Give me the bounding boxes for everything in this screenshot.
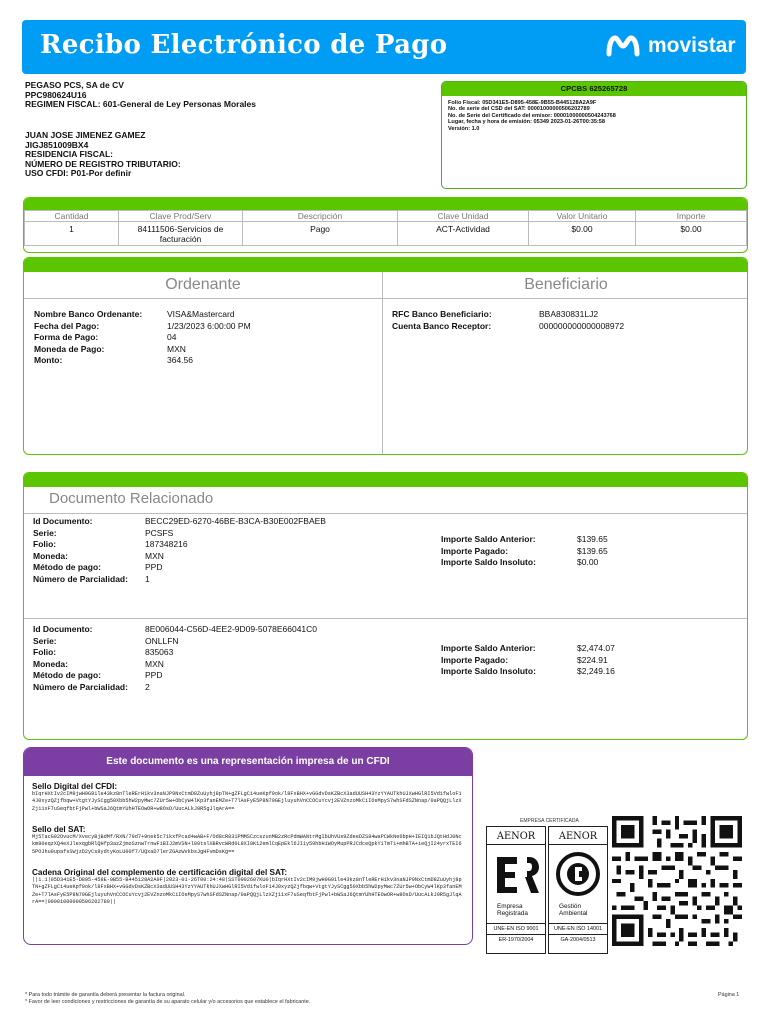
receiver-rfc: JIGJ851009BX4 [25, 139, 89, 150]
field-value: 187348216 [145, 539, 188, 550]
fiscal-body [442, 96, 746, 136]
field-label: Id Documento: [33, 516, 93, 526]
sello-sat-block [32, 825, 464, 856]
sello-cfdi-title: Sello Digital del CFDI: [32, 782, 118, 791]
cfdi-section [23, 747, 473, 945]
beneficiario-title: Beneficiario [524, 276, 608, 293]
aenor-er-badge [486, 826, 546, 954]
field-value: $139.65 [577, 534, 608, 544]
er-mark-icon [487, 845, 545, 903]
col-header: Descripción [243, 211, 398, 222]
field-label: Importe Pagado: [441, 654, 509, 665]
document-1-balances [441, 534, 608, 569]
field-label: Id Documento: [33, 624, 93, 634]
documents-bar [24, 473, 747, 487]
field-label: Importe Saldo Insoluto: [441, 666, 536, 677]
field-value: MXN [167, 343, 186, 354]
field-value: 000000000000008972 [539, 320, 625, 331]
fiscal-place-date: Lugar, fecha y hora de emisión: 05349 2023-01-26T00:35:58 [448, 119, 606, 126]
documents-title: Documento Relacionado [49, 490, 214, 507]
document-1-fields [33, 516, 326, 586]
field-value: PPD [145, 670, 163, 681]
field-value: 835063 [145, 647, 174, 658]
concepts-section [23, 197, 748, 253]
page-number: Página 1 [718, 992, 740, 998]
field-label: Método de pago: [33, 670, 101, 681]
field-label: Importe Saldo Anterior: [441, 643, 536, 653]
issuer-regime: REGIMEN FISCAL: 601-General de Ley Personas Morales [25, 99, 256, 110]
field-value: ONLLFN [145, 635, 179, 646]
badge-caption-2: Registrada [497, 910, 528, 917]
table-row [25, 222, 747, 246]
brand-name: movistar [648, 34, 736, 57]
field-value: $2,474.07 [577, 643, 615, 653]
badge-caption-2: Ambiental [559, 910, 588, 917]
field-label: Moneda: [33, 658, 68, 669]
qr-code-icon [612, 816, 742, 946]
field-value: VISA&Mastercard [167, 309, 235, 319]
field-label: Folio: [33, 647, 57, 658]
fiscal-info-box [441, 81, 747, 189]
field-label: Número de Parcialidad: [33, 573, 128, 584]
field-value: 2 [145, 681, 150, 692]
field-label: Nombre Banco Ordenante: [34, 309, 143, 319]
ordenante-fields [34, 309, 251, 367]
receiver-tax-id: NÚMERO DE REGISTRO TRIBUTARIO: [25, 158, 181, 169]
receiver-cfdi-use: USO CFDI: P01-Por definir [25, 168, 132, 179]
field-label: Método de pago: [33, 562, 101, 573]
concepts-table [24, 210, 747, 246]
documents-divider [24, 513, 748, 514]
col-header: Valor Unitario [529, 211, 636, 222]
sello-sat-title: Sello del SAT: [32, 825, 86, 834]
field-label: Cuenta Banco Receptor: [392, 320, 492, 331]
field-label: Moneda: [33, 550, 68, 561]
badge-code: ER-1970/2004 [487, 934, 545, 945]
field-value: $139.65 [577, 545, 608, 556]
badge-standard: UNE-EN ISO 9001 [487, 923, 545, 934]
footer-note-1: * Para todo trámite de garantía deberá presentar la factura original. [25, 992, 186, 998]
concepts-header-row [25, 211, 747, 222]
cell-cantidad: 1 [25, 222, 119, 246]
beneficiario-fields [392, 309, 624, 332]
parties-bar [24, 258, 747, 272]
field-value: 8E006044-C56D-4EE2-9D09-5078E66041C0 [145, 624, 318, 634]
col-header: Cantidad [25, 211, 119, 222]
cell-clave-prod: 84111506-Servicios de facturación [119, 222, 243, 246]
field-label: Fecha del Pago: [34, 320, 100, 331]
col-header: Importe [636, 211, 747, 222]
badge-code: GA-2004/0513 [549, 934, 607, 945]
field-label: Monto: [34, 355, 63, 366]
col-header: Clave Unidad [398, 211, 529, 222]
receiver-residence: RESIDENCIA FISCAL: [25, 149, 113, 160]
field-value: PPD [145, 562, 163, 573]
page-title: Recibo Electrónico de Pago [40, 30, 448, 60]
badge-brand: AENOR [487, 827, 545, 845]
fiscal-folio: Folio Fiscal: 05D341E5-D895-458E-9B55-B445128A2A9F [448, 100, 597, 106]
sello-cfdi-value: bIqrHXtIv2cIM9jwH9G91le43kz8nTleRErH1kv3naNJP9NxCtmD8ZuUyhj8pTN+gZFLgCi4ueKpf9ok/l8FxBHX+vGGdvDsKZBcX3adUUSH43YzYYAUTkhUJXwHGlRI5Vd1fwloF14J0xyzQZjfbqw+VtgtYJySCgg50Xbb5hW2pyMwc7ZUr5w+ObCyW4lKp3fanEMZe+T7lAsFyE5P8N79GEjluyuhVnCCOCuYcvj2EVZnzoMkCiIOsMpyS7whSFdSZNnap/0aPQQjLlzXZj11xF7uSeqfbtFjPwl+bWSaJ6QtmYUhHTEOwOR+w8OsD/UucALkJ9R5gJlqArA== [32, 791, 462, 812]
sello-sat-value: Mj5TacG92OvucM/XvecyBjBdMf/RXN/79d7+9nek5c71kxfPcad4wAB+F/Od8cR831PMMSCzcszunMB2zRcPdmWANtrMgIbUhVUs9ZdeeDZS84waPCWkNe6bpH+IEIQ1bJQtHdJ0Nckm80eqzXQ4eXJlexqgbRlQHfp3azZjmoSznwTrnwF1BIJ2mVSN+l09tslXBRvcWRd0L8XI0K12emlCqEpEkl6JI1y59hbHiWOyMupPRJCdceQpkY1TmT1+mhBTA+ieQjI24yrxTEI65POJhu0upafsSWjzD2yCs8ydtyKoLU00f7/UQxaD7lerZGAzWvkbsJgHFvmDsKg== [32, 834, 462, 855]
movistar-m-icon [606, 35, 640, 57]
parties-divider [24, 298, 748, 299]
certification-label: EMPRESA CERTIFICADA [520, 818, 579, 824]
field-value: $0.00 [577, 557, 599, 568]
cell-descripcion: Pago [243, 222, 398, 246]
footer-notes [25, 992, 310, 1005]
document-2-fields [33, 624, 317, 694]
fiscal-version: Versión: 1.0 [448, 125, 480, 132]
footer-note-2: * Favor de leer condiciones y restricciones de garantía de su aparato celular y/o accesorios que establece el fabricante. [25, 998, 311, 1005]
field-label: Moneda de Pago: [34, 343, 105, 354]
cell-valor-unitario: $0.00 [529, 222, 636, 246]
field-value: 1 [145, 573, 150, 584]
cell-importe: $0.00 [636, 222, 747, 246]
fiscal-cert-issuer: No. de Serie del Certificado del emisor: 00001000000504243768 [448, 112, 616, 119]
document-2-balances [441, 643, 615, 678]
related-documents-section [23, 472, 748, 740]
payment-parties-section [23, 257, 748, 455]
col-header: Clave Prod/Serv [119, 211, 243, 222]
field-value: 1/23/2023 6:00:00 PM [167, 320, 251, 331]
concepts-bar [24, 198, 747, 210]
badge-caption-1: Empresa [497, 903, 523, 910]
field-label: Importe Saldo Insoluto: [441, 557, 536, 568]
environmental-mark-icon [549, 845, 607, 903]
field-value: BECC29ED-6270-46BE-B3CA-B30E002FBAEB [145, 516, 326, 526]
field-value: BBA830831LJ2 [539, 309, 599, 319]
cadena-value: ||1.1|05D341E5-D895-458E-9B55-B445128A2A9F|2023-01-26T00:24:48|SST0902607KU0|bIqrHXtIv2cIM9jwH9G91le43kz8nTleRErH1kv3naNJP9NxCtmD8ZuUyhj8pTN+gZFLgCi4ueKpf9ok/l8FxBHX+vGGdvDsKZBcX3adUUSH43YzYYAUTkhUJXwHGlRI5Vd1fwloF14J0xyzQZjfbqw+VtgtYJySCgg50Xbb5hW2pyMwc7ZUr5w+ObCyW4lKp3fanEMZe+T7lAsFyE5P8N79GEjluyuhVnCCOCuYcvj2EVZnzoMkCiIOsMpyS7whSFdSZNnap/0aPQQjLlzXZj11xF7uSeqfbtFjPwl+bWSaJ6QtmYUhHTEOwOR+w8OsD/UucALkJ9R5gJlqArA==|00001000000506202789|| [32, 877, 462, 905]
field-label: Importe Pagado: [441, 545, 509, 556]
ordenante-title: Ordenante [165, 276, 241, 293]
issuer-block [25, 81, 256, 110]
field-label: Serie: [33, 635, 57, 646]
cell-clave-unidad: ACT-Actividad [398, 222, 529, 246]
sello-cfdi-block [32, 782, 464, 813]
badge-caption-1: Gestión [559, 903, 582, 910]
receiver-name: JUAN JOSE JIMENEZ GAMEZ [25, 130, 146, 140]
issuer-name: PEGASO PCS, SA de CV [25, 80, 124, 90]
aenor-ga-badge [548, 826, 608, 954]
receiver-block [25, 131, 181, 179]
cadena-block [32, 868, 464, 906]
field-value: 364.56 [167, 355, 193, 366]
field-value: MXN [145, 550, 164, 561]
field-value: $2,249.16 [577, 666, 615, 677]
brand-logo [606, 31, 736, 61]
field-label: Serie: [33, 527, 57, 538]
field-label: Folio: [33, 539, 57, 550]
issuer-rfc: PPC980624U16 [25, 89, 87, 100]
badge-brand: AENOR [549, 827, 607, 845]
field-value: 04 [167, 332, 177, 343]
document-separator [24, 618, 748, 619]
cadena-title: Cadena Original del complemento de certificación digital del SAT: [32, 868, 288, 877]
field-value: $224.91 [577, 654, 608, 665]
field-label: RFC Banco Beneficiario: [392, 309, 492, 319]
fiscal-header: CPCBS 625265728 [442, 82, 746, 96]
field-label: Importe Saldo Anterior: [441, 534, 536, 544]
field-label: Número de Parcialidad: [33, 681, 128, 692]
field-value: MXN [145, 658, 164, 669]
fiscal-csd-sat: No. de serie del CSD del SAT: 00001000000506202789 [448, 106, 590, 113]
cfdi-header: Este documento es una representación impresa de un CFDI [24, 748, 472, 776]
badge-standard: UNE-EN ISO 14001 [549, 923, 607, 934]
parties-column-divider [382, 272, 383, 455]
field-value: PCSFS [145, 527, 174, 538]
field-label: Forma de Pago: [34, 332, 99, 343]
